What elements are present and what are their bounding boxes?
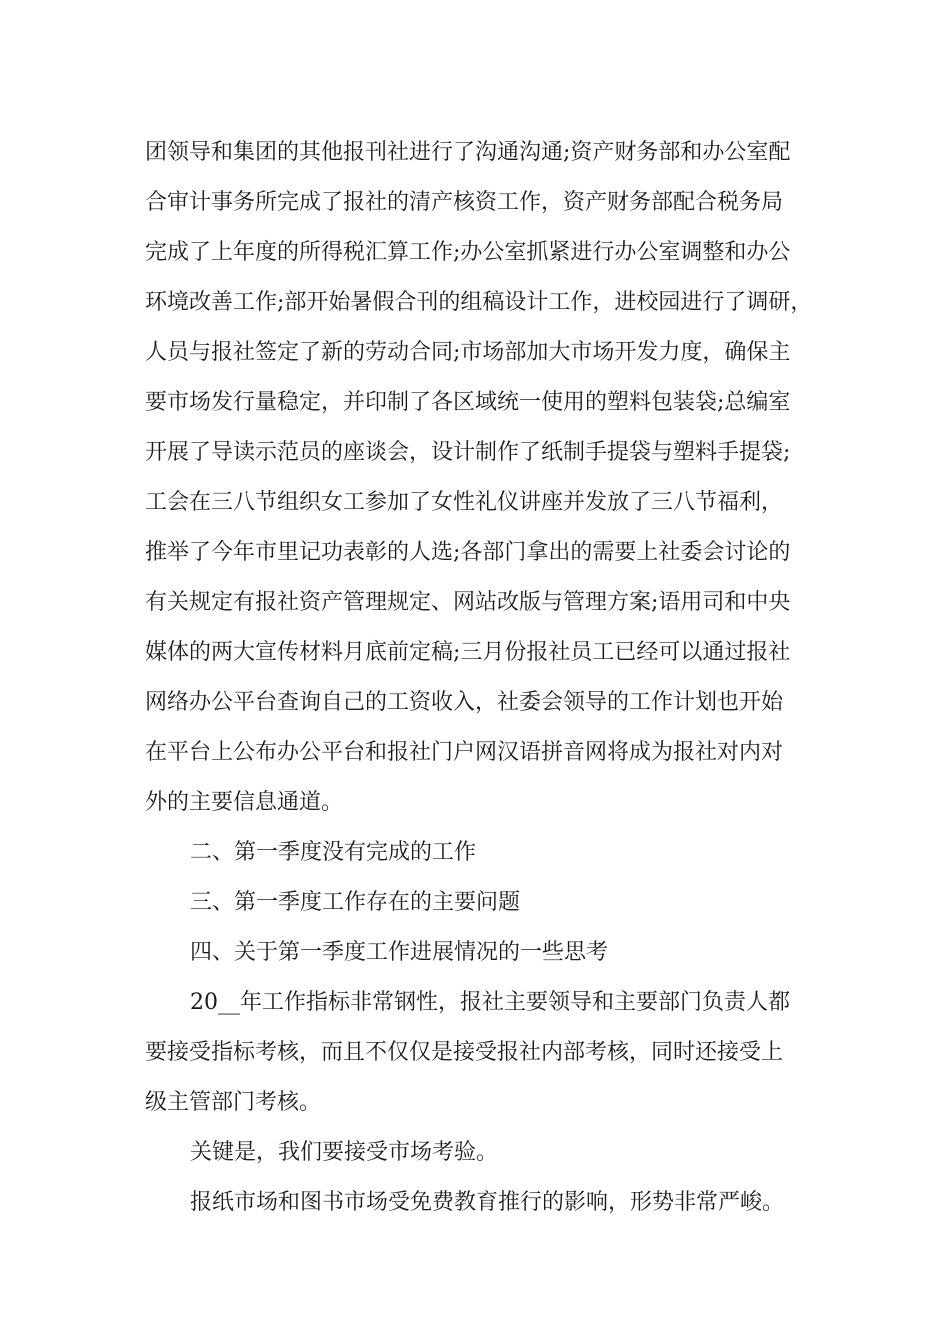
text-line: 环境改善工作;部开始暑假合刊的组稿设计工作，进校园进行了调研， (145, 290, 813, 315)
text-line: 有关规定有报社资产管理规定、网站改版与管理方案;语用司和中央 (145, 590, 791, 615)
text-line: 人员与报社签定了新的劳动合同;市场部加大市场开发力度，确保主 (145, 340, 791, 365)
text-line: 开展了导读示范员的座谈会，设计制作了纸制手提袋与塑料手提袋; (145, 440, 791, 465)
text-line: 在平台上公布办公平台和报社门户网汉语拼音网将成为报社对内对 (145, 740, 784, 765)
text-line: 20__年工作指标非常钢性，报社主要领导和主要部门负责人都 (190, 990, 790, 1015)
paragraph-market-situation: 报纸市场和图书市场受免费教育推行的影响，形势非常严峻。 (190, 1190, 785, 1215)
text-line: 要接受指标考核，而且不仅仅是接受报社内部考核，同时还接受上 (145, 1040, 784, 1065)
text-line: 团领导和集团的其他报刊社进行了沟通沟通;资产财务部和办公室配 (145, 140, 791, 165)
document-body (145, 128, 813, 1228)
text-line: 网络办公平台查询自己的工资收入，社委会领导的工作计划也开始 (145, 690, 784, 715)
section-heading-reflections: 四、关于第一季度工作进展情况的一些思考 (190, 940, 609, 965)
text-line: 要市场发行量稳定，并印制了各区域统一使用的塑料包装袋;总编室 (145, 390, 791, 415)
text-line: 媒体的两大宣传材料月底前定稿;三月份报社员工已经可以通过报社 (145, 640, 791, 665)
text-line: 推举了今年市里记功表彰的人选;各部门拿出的需要上社委会讨论的 (145, 540, 791, 565)
section-heading-main-problems: 三、第一季度工作存在的主要问题 (190, 890, 521, 915)
text-line: 级主管部门考核。 (145, 1090, 322, 1115)
paragraph-market-test: 关键是，我们要接受市场考验。 (190, 1140, 499, 1165)
section-heading-unfinished-work: 二、第一季度没有完成的工作 (190, 840, 477, 865)
text-line: 工会在三八节组织女工参加了女性礼仪讲座并发放了三八节福利， (145, 490, 784, 515)
paragraph-targets (145, 978, 810, 1128)
text-line: 外的主要信息通道。 (145, 790, 344, 815)
text-line: 合审计事务所完成了报社的清产核资工作，资产财务部配合税务局 (145, 190, 784, 215)
text-line: 完成了上年度的所得税汇算工作;办公室抓紧进行办公室调整和办公 (145, 240, 791, 265)
paragraph-work-summary (145, 128, 813, 828)
